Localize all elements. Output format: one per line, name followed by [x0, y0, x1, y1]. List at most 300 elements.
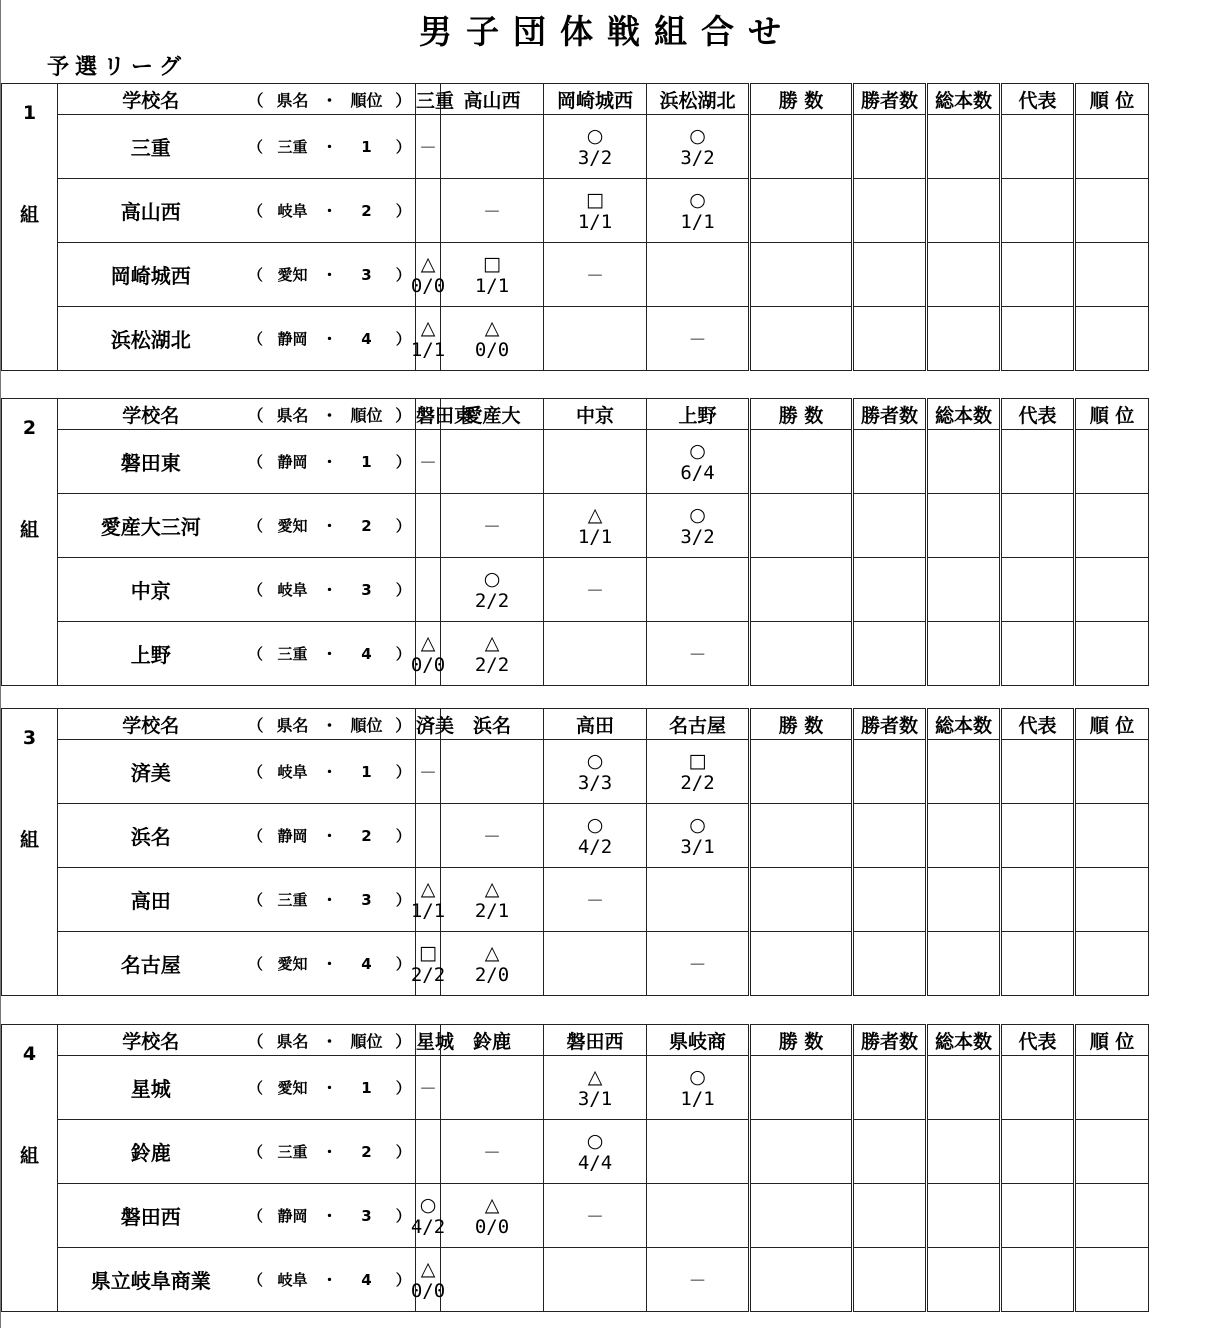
match-result-cell — [441, 1056, 544, 1120]
opponent-header: 鈴鹿 — [441, 1025, 544, 1056]
blank-tally-cell — [750, 932, 853, 996]
team-row — [2, 1184, 1223, 1248]
blank-tally-cell — [750, 179, 853, 243]
match-result — [647, 1066, 748, 1110]
result-score: 3/1 — [680, 835, 715, 858]
blank-tally-cell — [927, 243, 1001, 307]
match-result-cell — [544, 558, 647, 622]
match-result — [544, 814, 646, 858]
match-result-cell — [416, 430, 441, 494]
match-result-cell — [647, 1120, 750, 1184]
match-result — [647, 189, 748, 233]
match-result-cell — [441, 494, 544, 558]
group-number: 3 — [22, 727, 37, 749]
result-score: 1/1 — [410, 899, 446, 922]
match-result-cell — [647, 307, 750, 371]
team-row — [2, 243, 1223, 307]
match-result-cell — [544, 1184, 647, 1248]
match-result-cell — [441, 1184, 544, 1248]
team-pref: 愛知 — [268, 243, 318, 307]
team-dot: ・ — [318, 1184, 342, 1248]
header-pref: 県名 — [268, 1025, 318, 1056]
blank-tally-cell — [927, 804, 1001, 868]
blank-tally-cell — [927, 1248, 1001, 1312]
match-result-cell — [544, 622, 647, 686]
result-score: 2/0 — [474, 963, 510, 986]
blank-tally-cell — [1075, 243, 1149, 307]
result-symbol: △ — [484, 941, 500, 964]
blank-tally-cell — [750, 804, 853, 868]
self-match-dash: － — [688, 329, 707, 351]
team-row — [2, 740, 1223, 804]
match-result-cell — [416, 804, 441, 868]
group-kumi-label: 組 — [19, 204, 39, 226]
match-result — [647, 440, 748, 484]
blank-tally-cell — [1075, 804, 1149, 868]
blank-tally-cell — [927, 115, 1001, 179]
blank-tally-cell — [1001, 307, 1075, 371]
page-title: 男子団体戦組合せ — [419, 12, 795, 51]
result-symbol: □ — [586, 188, 604, 211]
self-match-dash: － — [586, 580, 604, 602]
team-pref: 岐阜 — [268, 179, 318, 243]
header-school: 学校名 — [58, 709, 244, 740]
blank-tally-cell — [853, 1184, 927, 1248]
blank-tally-cell — [750, 1120, 853, 1184]
blank-tally-cell — [1075, 494, 1149, 558]
group-kumi-label: 組 — [19, 519, 39, 541]
blank-tally-cell — [750, 494, 853, 558]
team-dot: ・ — [318, 932, 342, 996]
match-result-cell — [544, 804, 647, 868]
match-result — [441, 632, 543, 676]
match-result-cell — [544, 1056, 647, 1120]
team-row — [2, 430, 1223, 494]
team-close: ） — [392, 307, 416, 371]
self-match-dash: － — [586, 1206, 604, 1228]
self-match-dash: － — [688, 644, 707, 666]
result-symbol: ○ — [586, 749, 604, 772]
opponent-header: 磐田東 — [416, 399, 441, 430]
blank-tally-cell — [853, 804, 927, 868]
school-name: 浜松湖北 — [58, 307, 244, 371]
team-rank: 3 — [342, 868, 392, 932]
match-result — [441, 878, 543, 922]
result-symbol: △ — [484, 877, 500, 900]
result-symbol: ○ — [689, 124, 706, 147]
match-result-cell — [647, 622, 750, 686]
match-result — [441, 253, 543, 297]
team-open: （ — [244, 804, 268, 868]
header-place: 順 位 — [1075, 399, 1149, 430]
result-symbol: △ — [484, 316, 500, 339]
header-winners: 勝者数 — [853, 1025, 927, 1056]
match-result-cell — [441, 804, 544, 868]
team-close: ） — [392, 494, 416, 558]
result-symbol: △ — [587, 1065, 603, 1088]
header-school: 学校名 — [58, 84, 244, 115]
blank-tally-cell — [853, 622, 927, 686]
blank-tally-cell — [927, 1056, 1001, 1120]
team-row — [2, 1056, 1223, 1120]
team-dot: ・ — [318, 494, 342, 558]
team-pref: 愛知 — [268, 1056, 318, 1120]
team-rank: 4 — [342, 622, 392, 686]
blank-tally-cell — [927, 622, 1001, 686]
section-subtitle: 予選リーグ — [47, 55, 188, 80]
header-pref: 県名 — [268, 399, 318, 430]
blank-tally-cell — [1075, 430, 1149, 494]
result-symbol: △ — [420, 1257, 436, 1280]
header-open: （ — [244, 84, 268, 115]
header-pref: 県名 — [268, 709, 318, 740]
result-score: 0/0 — [474, 338, 510, 361]
team-rank: 1 — [342, 115, 392, 179]
blank-tally-cell — [1075, 307, 1149, 371]
blank-tally-cell — [853, 1056, 927, 1120]
match-result-cell — [410, 307, 446, 371]
blank-tally-cell — [1001, 932, 1075, 996]
blank-tally-cell — [927, 740, 1001, 804]
match-result-cell — [416, 115, 441, 179]
school-name: 磐田東 — [58, 430, 244, 494]
school-name: 浜名 — [58, 804, 244, 868]
match-result-cell — [410, 622, 446, 686]
team-open: （ — [244, 932, 268, 996]
team-row — [2, 932, 1223, 996]
team-dot: ・ — [318, 179, 342, 243]
header-rank: 順位 — [342, 709, 392, 740]
blank-tally-cell — [927, 932, 1001, 996]
result-symbol: □ — [688, 749, 707, 772]
opponent-header: 高山西 — [441, 84, 544, 115]
blank-tally-cell — [1075, 1248, 1149, 1312]
opponent-header: 磐田西 — [544, 1025, 647, 1056]
blank-tally-cell — [750, 622, 853, 686]
header-open: （ — [244, 1025, 268, 1056]
school-name: 鈴鹿 — [58, 1120, 244, 1184]
result-score: 3/3 — [577, 771, 613, 794]
match-result-cell — [410, 868, 446, 932]
match-result — [544, 504, 646, 548]
team-row — [2, 622, 1223, 686]
blank-tally-cell — [853, 1248, 927, 1312]
team-rank: 2 — [342, 804, 392, 868]
header-dot: ・ — [318, 399, 342, 430]
team-row — [2, 1248, 1223, 1312]
blank-tally-cell — [750, 1056, 853, 1120]
blank-tally-cell — [750, 115, 853, 179]
match-result-cell — [410, 243, 446, 307]
result-symbol: ○ — [586, 813, 604, 836]
blank-tally-cell — [853, 558, 927, 622]
group-label — [2, 709, 58, 996]
self-match-dash: － — [483, 516, 501, 538]
team-close: ） — [392, 740, 416, 804]
match-result-cell — [647, 115, 750, 179]
match-result — [647, 814, 748, 858]
self-match-dash: － — [419, 1078, 437, 1100]
blank-tally-cell — [927, 558, 1001, 622]
team-pref: 三重 — [268, 622, 318, 686]
team-open: （ — [244, 494, 268, 558]
header-winners: 勝者数 — [853, 709, 927, 740]
result-symbol: ○ — [586, 1129, 604, 1152]
blank-tally-cell — [927, 494, 1001, 558]
result-symbol: △ — [420, 252, 436, 275]
header-school: 学校名 — [58, 399, 244, 430]
school-name: 県立岐阜商業 — [58, 1248, 244, 1312]
match-result-cell — [441, 622, 544, 686]
result-score: 3/2 — [680, 146, 715, 169]
team-pref: 岐阜 — [268, 558, 318, 622]
team-pref: 静岡 — [268, 307, 318, 371]
blank-tally-cell — [1075, 622, 1149, 686]
blank-tally-cell — [750, 307, 853, 371]
result-score: 0/0 — [410, 1279, 446, 1302]
team-open: （ — [244, 1184, 268, 1248]
team-dot: ・ — [318, 1120, 342, 1184]
result-score: 0/0 — [410, 274, 446, 297]
match-result — [647, 125, 748, 169]
team-open: （ — [244, 1056, 268, 1120]
match-result-cell — [544, 1120, 647, 1184]
header-winners: 勝者数 — [853, 84, 927, 115]
opponent-header: 高田 — [544, 709, 647, 740]
blank-tally-cell — [927, 179, 1001, 243]
result-symbol: △ — [420, 316, 436, 339]
blank-tally-cell — [927, 1120, 1001, 1184]
header-dot: ・ — [318, 84, 342, 115]
blank-tally-cell — [853, 179, 927, 243]
match-result-cell — [647, 1248, 750, 1312]
opponent-header: 浜名 — [441, 709, 544, 740]
blank-tally-cell — [750, 1184, 853, 1248]
blank-tally-cell — [853, 115, 927, 179]
result-score: 1/1 — [680, 210, 715, 233]
team-pref: 三重 — [268, 868, 318, 932]
team-dot: ・ — [318, 430, 342, 494]
match-result-cell — [416, 494, 441, 558]
match-result-cell — [416, 558, 441, 622]
blank-tally-cell — [750, 558, 853, 622]
blank-tally-cell — [853, 932, 927, 996]
blank-tally-cell — [927, 430, 1001, 494]
group-table — [1, 398, 1223, 686]
result-symbol: △ — [484, 631, 500, 654]
team-dot: ・ — [318, 1056, 342, 1120]
opponent-header: 愛産大 — [441, 399, 544, 430]
opponent-header: 名古屋 — [647, 709, 750, 740]
group-table — [1, 708, 1223, 996]
match-result-cell — [441, 868, 544, 932]
self-match-dash: － — [483, 1142, 501, 1164]
blank-tally-cell — [1001, 243, 1075, 307]
team-open: （ — [244, 740, 268, 804]
team-close: ） — [392, 804, 416, 868]
blank-tally-cell — [1001, 494, 1075, 558]
team-close: ） — [392, 1248, 416, 1312]
team-row — [2, 558, 1223, 622]
result-symbol: ○ — [689, 188, 706, 211]
result-symbol: △ — [484, 1193, 500, 1216]
match-result-cell — [647, 179, 750, 243]
group-table — [1, 1024, 1223, 1312]
result-symbol: ○ — [483, 567, 501, 590]
result-symbol: △ — [587, 503, 603, 526]
blank-tally-cell — [853, 430, 927, 494]
result-score: 4/2 — [410, 1215, 446, 1238]
group-kumi-label: 組 — [19, 829, 39, 851]
team-pref: 愛知 — [268, 494, 318, 558]
team-pref: 三重 — [268, 1120, 318, 1184]
header-wins: 勝 数 — [750, 84, 853, 115]
match-result-cell — [416, 740, 441, 804]
match-result-cell — [441, 932, 544, 996]
header-close: ） — [392, 1025, 416, 1056]
team-close: ） — [392, 179, 416, 243]
result-score: 0/0 — [474, 1215, 510, 1238]
team-close: ） — [392, 868, 416, 932]
team-pref: 静岡 — [268, 430, 318, 494]
match-result-cell — [416, 179, 441, 243]
blank-tally-cell — [1001, 1248, 1075, 1312]
school-name: 中京 — [58, 558, 244, 622]
match-result-cell — [544, 179, 647, 243]
header-winners: 勝者数 — [853, 399, 927, 430]
blank-tally-cell — [1001, 179, 1075, 243]
self-match-dash: － — [688, 1270, 707, 1292]
match-result — [410, 877, 446, 922]
match-result — [544, 1066, 646, 1110]
team-rank: 2 — [342, 1120, 392, 1184]
match-result-cell — [410, 1248, 446, 1312]
group-number: 2 — [22, 417, 37, 439]
team-dot: ・ — [318, 115, 342, 179]
result-score: 3/2 — [577, 146, 613, 169]
match-result-cell — [441, 307, 544, 371]
match-result-cell — [544, 430, 647, 494]
match-result-cell — [416, 1120, 441, 1184]
team-open: （ — [244, 115, 268, 179]
team-rank: 3 — [342, 1184, 392, 1248]
team-dot: ・ — [318, 622, 342, 686]
result-symbol: △ — [420, 877, 436, 900]
blank-tally-cell — [750, 868, 853, 932]
team-pref: 愛知 — [268, 932, 318, 996]
header-wins: 勝 数 — [750, 1025, 853, 1056]
result-score: 2/1 — [474, 899, 510, 922]
self-match-dash: － — [483, 826, 501, 848]
blank-tally-cell — [1075, 1120, 1149, 1184]
team-rank: 2 — [342, 494, 392, 558]
team-pref: 静岡 — [268, 1184, 318, 1248]
opponent-header: 三重 — [416, 84, 441, 115]
header-school: 学校名 — [58, 1025, 244, 1056]
header-dot: ・ — [318, 709, 342, 740]
team-pref: 三重 — [268, 115, 318, 179]
opponent-header: 済美 — [416, 709, 441, 740]
header-dot: ・ — [318, 1025, 342, 1056]
opponent-header: 県岐商 — [647, 1025, 750, 1056]
opponent-header: 中京 — [544, 399, 647, 430]
school-name: 三重 — [58, 115, 244, 179]
header-close: ） — [392, 84, 416, 115]
result-score: 2/2 — [474, 653, 510, 676]
team-rank: 4 — [342, 932, 392, 996]
match-result-cell — [441, 243, 544, 307]
match-result — [544, 125, 646, 169]
blank-tally-cell — [853, 740, 927, 804]
match-result-cell — [441, 1248, 544, 1312]
match-result-cell — [544, 1248, 647, 1312]
match-result-cell — [441, 1120, 544, 1184]
header-pref: 県名 — [268, 84, 318, 115]
team-pref: 静岡 — [268, 804, 318, 868]
self-match-dash: － — [586, 890, 604, 912]
team-row — [2, 115, 1223, 179]
team-rank: 1 — [342, 1056, 392, 1120]
blank-tally-cell — [750, 1248, 853, 1312]
team-open: （ — [244, 243, 268, 307]
blank-tally-cell — [1075, 1056, 1149, 1120]
result-symbol: △ — [420, 631, 436, 654]
team-rank: 4 — [342, 307, 392, 371]
header-wins: 勝 数 — [750, 709, 853, 740]
team-open: （ — [244, 430, 268, 494]
blank-tally-cell — [853, 494, 927, 558]
header-open: （ — [244, 709, 268, 740]
team-dot: ・ — [318, 740, 342, 804]
match-result-cell — [544, 307, 647, 371]
header-total: 総本数 — [927, 399, 1001, 430]
team-row — [2, 868, 1223, 932]
blank-tally-cell — [1075, 558, 1149, 622]
header-rank: 順位 — [342, 84, 392, 115]
team-close: ） — [392, 558, 416, 622]
school-name: 星城 — [58, 1056, 244, 1120]
blank-tally-cell — [853, 868, 927, 932]
result-score: 2/2 — [680, 771, 715, 794]
match-result-cell — [441, 558, 544, 622]
team-open: （ — [244, 179, 268, 243]
blank-tally-cell — [750, 243, 853, 307]
team-open: （ — [244, 307, 268, 371]
match-result-cell — [441, 179, 544, 243]
match-result — [410, 631, 446, 676]
match-result-cell — [441, 430, 544, 494]
team-rank: 3 — [342, 243, 392, 307]
header-rank: 順位 — [342, 1025, 392, 1056]
result-symbol: □ — [483, 252, 501, 275]
header-close: ） — [392, 399, 416, 430]
header-place: 順 位 — [1075, 84, 1149, 115]
match-result — [544, 1130, 646, 1174]
match-result — [441, 1194, 543, 1238]
blank-tally-cell — [1075, 179, 1149, 243]
match-result-cell — [544, 115, 647, 179]
team-close: ） — [392, 622, 416, 686]
match-result — [410, 252, 446, 297]
header-place: 順 位 — [1075, 709, 1149, 740]
result-symbol: ○ — [586, 124, 604, 147]
match-result-cell — [544, 494, 647, 558]
result-score: 1/1 — [577, 525, 613, 548]
blank-tally-cell — [750, 740, 853, 804]
blank-tally-cell — [1001, 1120, 1075, 1184]
result-symbol: □ — [419, 941, 437, 964]
group-label — [2, 84, 58, 371]
